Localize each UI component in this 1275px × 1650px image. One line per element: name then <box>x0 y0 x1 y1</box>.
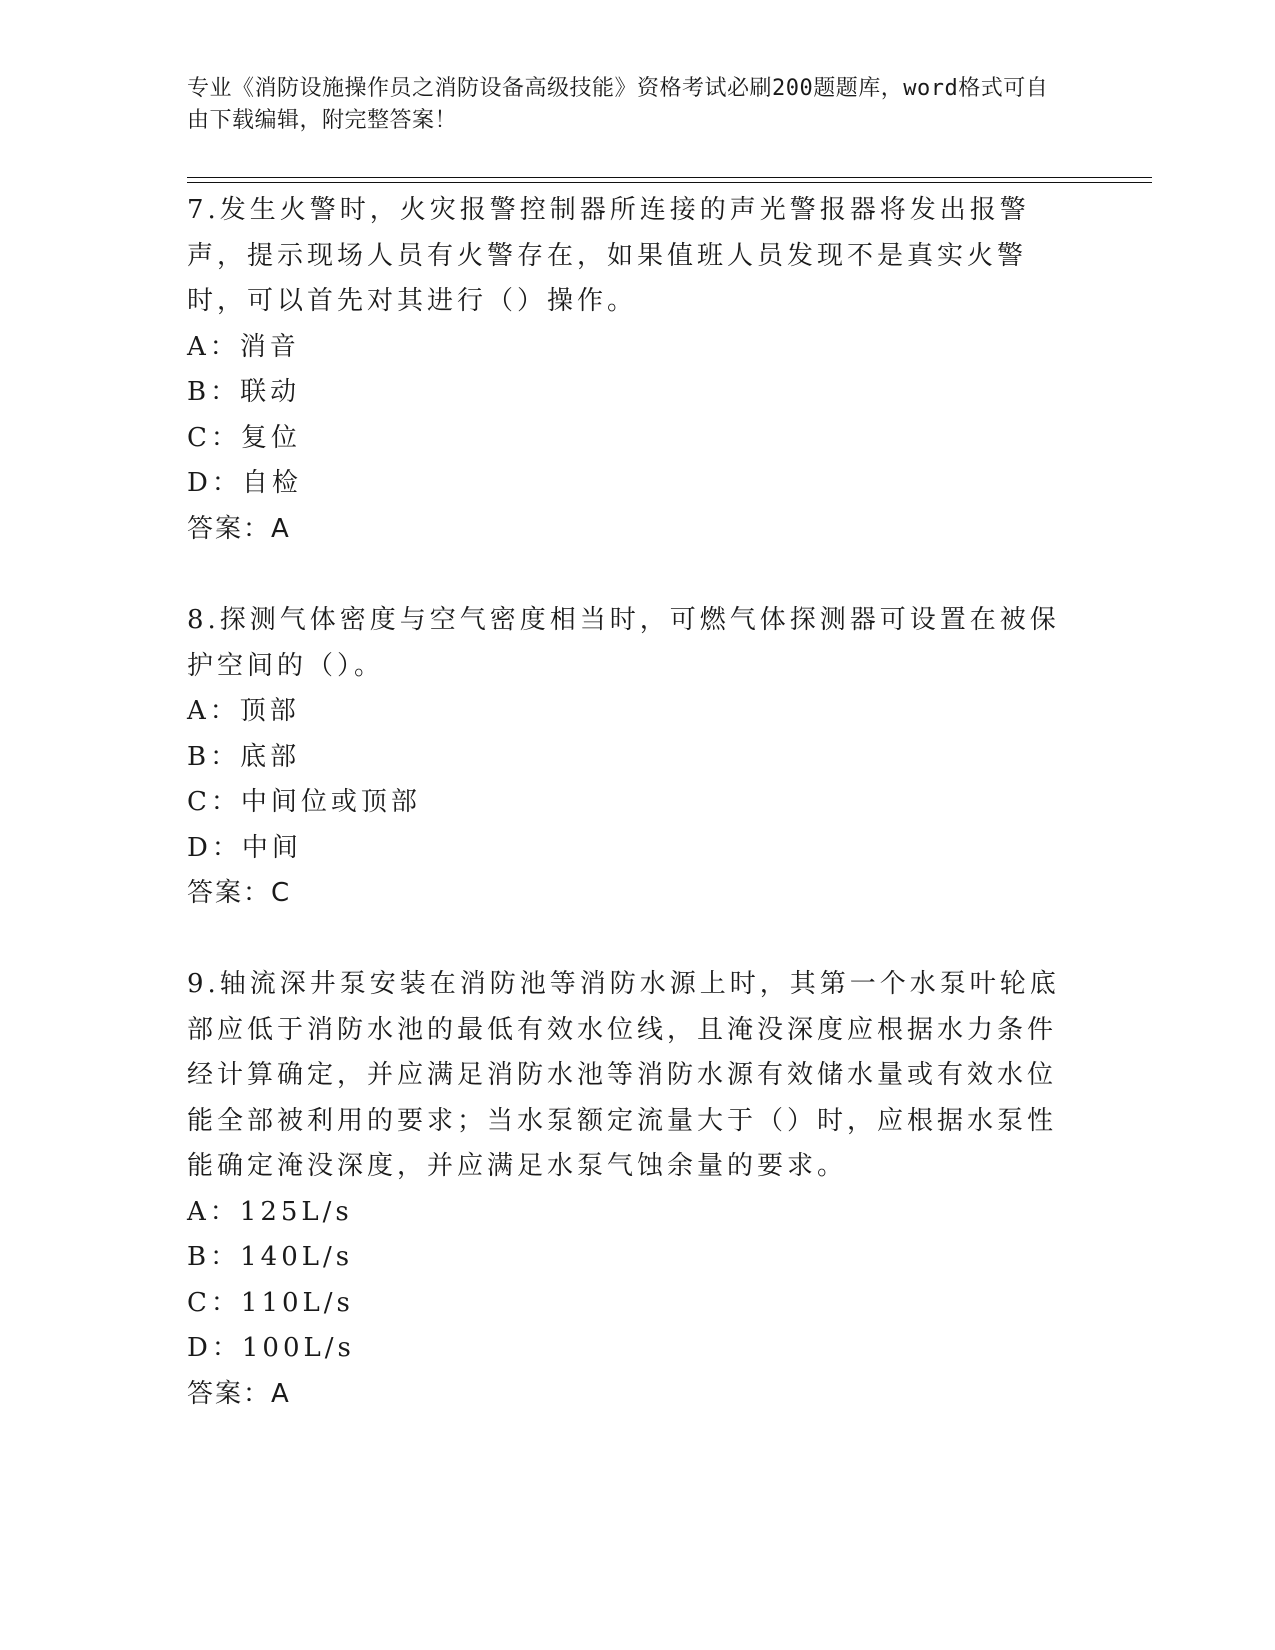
option-label: C： <box>187 787 241 817</box>
document-header <box>187 73 1057 137</box>
answer-line: 答案：A <box>187 513 291 544</box>
question-8 <box>187 598 1067 917</box>
option-label: C： <box>187 422 241 453</box>
option-label: D： <box>187 468 242 498</box>
option-label: B： <box>187 377 241 407</box>
option-label: D： <box>187 1333 242 1363</box>
option-text: 顶部 <box>239 696 300 726</box>
question-stem: 7.发生火警时，火灾报警控制器所连接的声光警报器将发出报警声，提示现场人员有火警存在，如果值班人员发现不是真实火警时，可以首先对其进行（）操作。 <box>187 195 1030 316</box>
option-d <box>187 1326 1067 1372</box>
option-c <box>187 780 1067 826</box>
option-text: 自检 <box>241 468 302 498</box>
option-text: 100L/s <box>241 1333 355 1363</box>
answer-line: 答案：C <box>187 878 292 908</box>
option-d <box>187 826 1067 872</box>
option-label: A： <box>187 1196 240 1227</box>
option-a <box>187 1190 1067 1236</box>
option-label: B： <box>187 741 241 772</box>
option-text: 消音 <box>239 331 300 362</box>
option-c <box>187 1281 1067 1327</box>
header-divider-bottom <box>187 182 1152 183</box>
option-label: C： <box>187 1287 241 1318</box>
question-9 <box>187 962 1067 1417</box>
answer-line: 答案：A <box>187 1378 291 1409</box>
option-label: B： <box>187 1242 241 1272</box>
option-text: 110L/s <box>240 1287 354 1318</box>
option-c <box>187 416 1067 462</box>
question-stem: 9.轴流深井泵安装在消防池等消防水源上时，其第一个水泵叶轮底部应低于消防水池的最低有效水位线，且淹没深度应根据水力条件经计算确定，并应满足消防水池等消防水源有效储水量或有效水位能全部被利用的要求；当水泵额定流量大于（）时，应根据水泵性能确定淹没深度，并应满足水泵气蚀余量的要求。 <box>187 969 1060 1181</box>
option-text: 140L/s <box>240 1242 354 1272</box>
option-text: 中间位或顶部 <box>240 787 421 817</box>
option-text: 125L/s <box>239 1196 353 1227</box>
option-b <box>187 735 1067 781</box>
question-7 <box>187 188 1067 552</box>
option-label: D： <box>187 832 242 863</box>
option-text: 联动 <box>240 377 301 407</box>
option-d <box>187 461 1067 507</box>
option-label: A： <box>187 696 240 726</box>
option-a <box>187 689 1067 735</box>
header-text: 专业《消防设施操作员之消防设备高级技能》资格考试必刷200题题库，word格式可自由下载编辑，附完整答案！ <box>187 76 1049 133</box>
option-text: 底部 <box>240 741 301 772</box>
option-label: A： <box>187 331 240 362</box>
option-text: 复位 <box>240 422 301 453</box>
header-divider-top <box>187 177 1152 178</box>
option-text: 中间 <box>241 832 302 863</box>
question-stem: 8.探测气体密度与空气密度相当时，可燃气体探测器可设置在被保护空间的（）。 <box>187 605 1060 681</box>
option-a <box>187 325 1067 371</box>
option-b <box>187 370 1067 416</box>
option-b <box>187 1235 1067 1281</box>
